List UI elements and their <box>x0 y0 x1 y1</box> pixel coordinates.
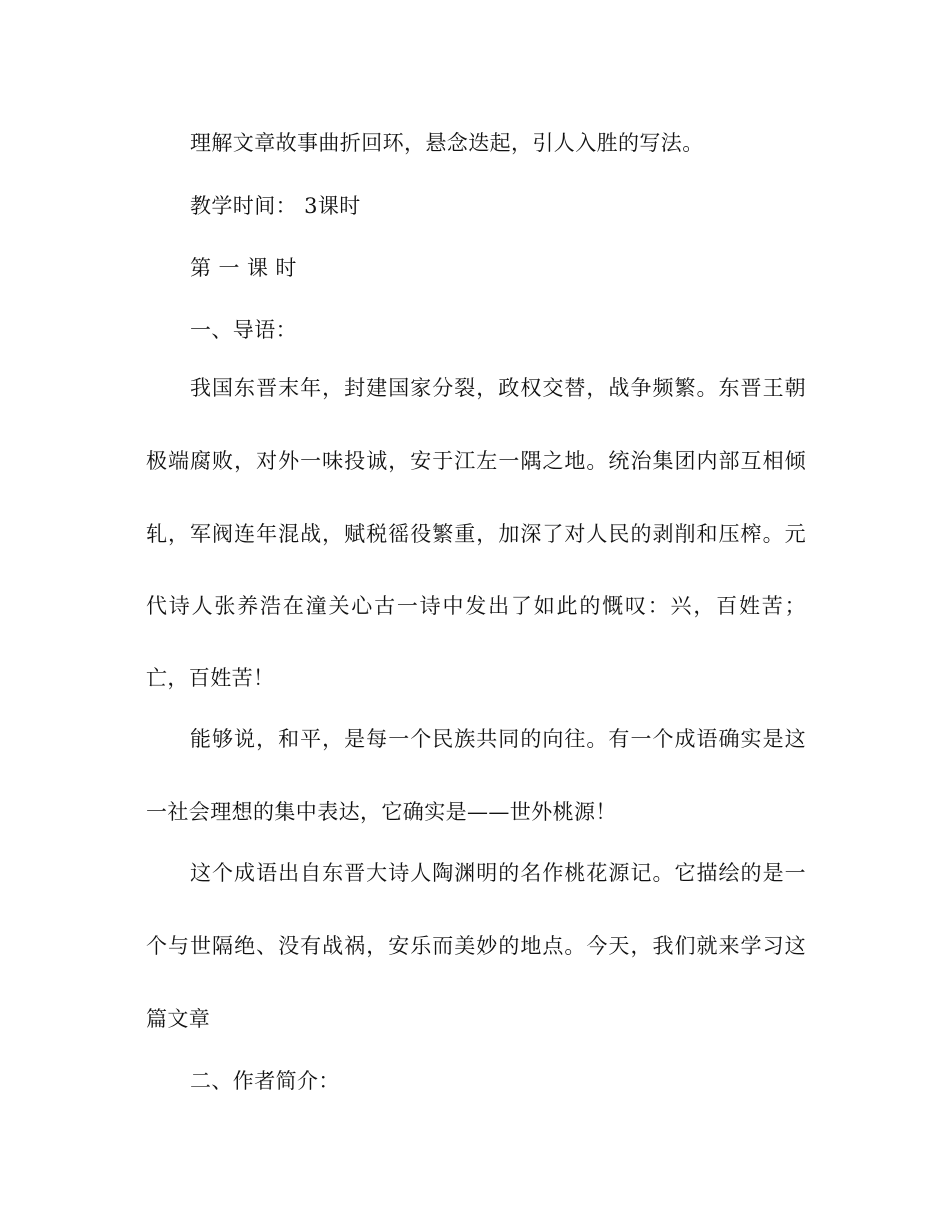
paragraph-line: 篇文章 <box>146 1007 211 1031</box>
paragraph-line: 这个成语出自东晋大诗人陶渊明的名作桃花源记。它描绘的是一 <box>190 861 806 885</box>
objective-line: 理解文章故事曲折回环，悬念迭起，引人入胜的写法。 <box>190 131 704 155</box>
paragraph-line: 轧，军阀连年混战，赋税徭役繁重，加深了对人民的剥削和压榨。元 <box>146 522 806 546</box>
section-heading-intro: 一、导语： <box>190 318 297 342</box>
paragraph-line: 能够说，和平，是每一个民族共同的向往。有一个成语确实是这 <box>190 727 806 751</box>
paragraph-line: 代诗人张养浩在潼关心古一诗中发出了如此的慨叹：兴，百姓苦； <box>146 594 806 618</box>
paragraph-line: 一社会理想的集中表达，它确实是——世外桃源！ <box>146 800 617 824</box>
teaching-time-line: 教学时间： 3课时 <box>190 194 361 218</box>
paragraph-line: 我国东晋末年，封建国家分裂，政权交替，战争频繁。东晋王朝 <box>190 376 806 400</box>
paragraph-line: 个与世隔绝、没有战祸，安乐而美妙的地点。今天，我们就来学习这 <box>146 934 806 958</box>
lesson-heading: 第 一 课 时 <box>190 256 297 280</box>
section-heading-author: 二、作者简介： <box>190 1069 340 1093</box>
paragraph-line: 亡，百姓苦！ <box>146 666 275 690</box>
paragraph-line: 极端腐败，对外一味投诚，安于江左一隅之地。统治集团内部互相倾 <box>146 449 806 473</box>
